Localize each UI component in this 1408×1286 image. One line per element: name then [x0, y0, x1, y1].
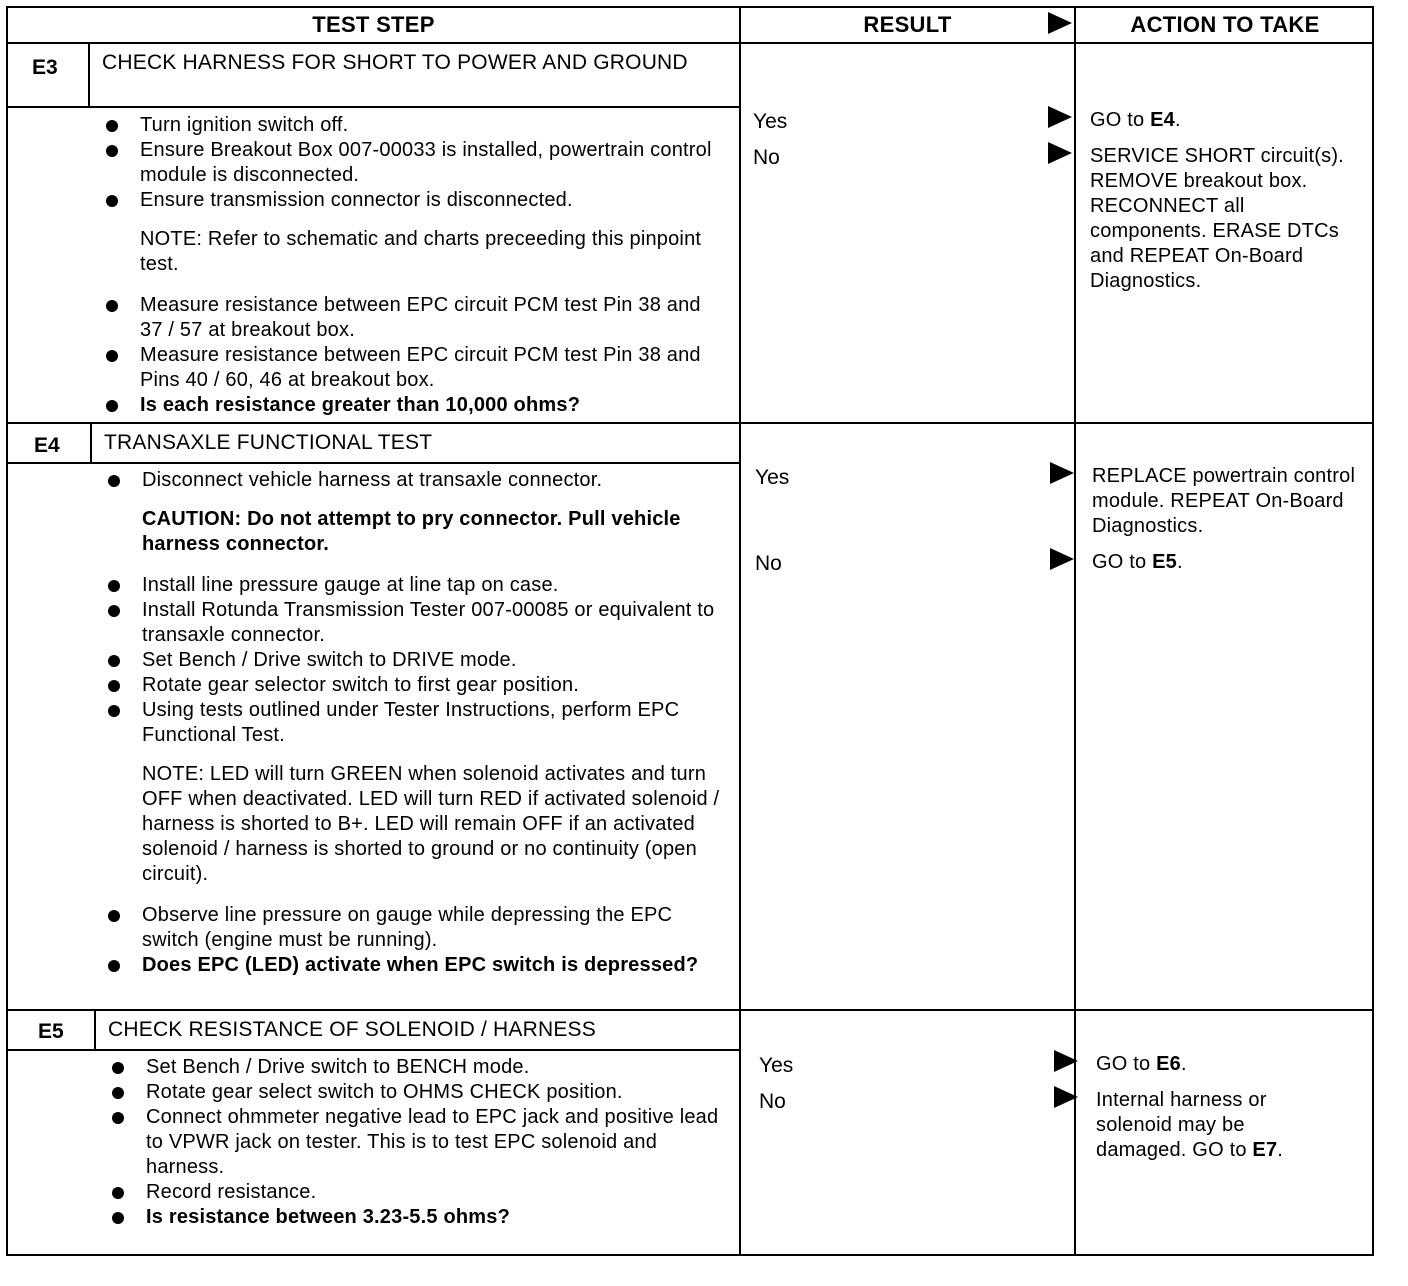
e3-step-list: [140, 113, 720, 418]
step-id-e5: E5: [38, 1020, 64, 1043]
list-item: Install Rotunda Transmission Tester 007-00085 or equivalent to transaxle connector.: [142, 598, 722, 648]
list-item: Observe line pressure on gauge while depressing the EPC switch (engine must be running).: [142, 903, 722, 953]
list-item: Set Bench / Drive switch to BENCH mode.: [146, 1055, 726, 1080]
action-yes-e3: GO to E4.: [1090, 109, 1181, 131]
diagnostic-table: [6, 6, 1374, 1256]
bullet-icon: [106, 120, 118, 132]
bullet-icon: [106, 300, 118, 312]
arrow-icon: [1054, 1086, 1078, 1108]
list-item: Rotate gear select switch to OHMS CHECK position.: [146, 1080, 726, 1105]
list-item: Ensure transmission connector is disconnected.: [140, 188, 720, 213]
list-item: Turn ignition switch off.: [140, 113, 720, 138]
e5-id-divider: [94, 1011, 96, 1051]
list-item: Connect ohmmeter negative lead to EPC jack and positive lead to VPWR jack on tester. This is to test EPC solenoid and harness.: [146, 1105, 726, 1180]
action-yes-e4: REPLACE powertrain control module. REPEAT On-Board Diagnostics.: [1092, 465, 1356, 537]
result-no-e3: No: [753, 146, 780, 169]
e4-id-divider: [90, 424, 92, 464]
column-divider-result: [739, 8, 741, 1254]
bullet-icon: [108, 475, 120, 487]
step-title-e3: CHECK HARNESS FOR SHORT TO POWER AND GROUND: [102, 51, 688, 74]
bullet-icon: [106, 350, 118, 362]
result-yes-e4: Yes: [755, 466, 790, 489]
e4-title-underline: [8, 462, 739, 464]
result-no-e5: No: [759, 1090, 786, 1113]
list-item: Set Bench / Drive switch to DRIVE mode.: [142, 648, 722, 673]
caution: CAUTION: Do not attempt to pry connector. Pull vehicle harness connector.: [142, 508, 681, 555]
e3-id-divider: [88, 44, 90, 108]
arrow-icon: [1050, 462, 1074, 484]
question: Is each resistance greater than 10,000 ohms?: [140, 393, 720, 418]
result-yes-e3: Yes: [753, 110, 788, 133]
note: NOTE: Refer to schematic and charts preceeding this pinpoint test.: [140, 228, 702, 275]
step-id-e3: E3: [32, 56, 58, 79]
section-divider-e5: [8, 1009, 1372, 1011]
bullet-icon: [112, 1087, 124, 1099]
step-title-e5: CHECK RESISTANCE OF SOLENOID / HARNESS: [108, 1018, 596, 1041]
bullet-icon: [108, 680, 120, 692]
bullet-icon: [108, 910, 120, 922]
bullet-icon: [108, 655, 120, 667]
arrow-icon: [1048, 106, 1072, 128]
bullet-icon: [108, 580, 120, 592]
section-divider-e4: [8, 422, 1372, 424]
result-yes-e5: Yes: [759, 1054, 794, 1077]
bullet-icon: [106, 400, 118, 412]
arrow-icon: [1048, 142, 1072, 164]
list-item: Install line pressure gauge at line tap on case.: [142, 573, 722, 598]
action-no-e4: GO to E5.: [1092, 551, 1183, 573]
action-no-e5: Internal harness or solenoid may be damaged. GO to E7.: [1096, 1089, 1284, 1161]
note: NOTE: LED will turn GREEN when solenoid activates and turn OFF when deactivated. LED will turn RED if activated solenoid / harness is shorted to B+. LED will remain OFF if an activated solenoid / harness is shorted to ground or no continuity (open circuit).: [142, 763, 720, 885]
result-no-e4: No: [755, 552, 782, 575]
header-result: RESULT: [863, 12, 952, 37]
bullet-icon: [108, 960, 120, 972]
step-id-e4: E4: [34, 434, 60, 457]
list-item: Measure resistance between EPC circuit PCM test Pin 38 and 37 / 57 at breakout box.: [140, 293, 720, 343]
list-item: Rotate gear selector switch to first gear position.: [142, 673, 722, 698]
list-item: Measure resistance between EPC circuit PCM test Pin 38 and Pins 40 / 60, 46 at breakout box.: [140, 343, 720, 393]
list-item: Using tests outlined under Tester Instructions, perform EPC Functional Test.: [142, 698, 722, 748]
arrow-icon: [1050, 548, 1074, 570]
header-test-step: TEST STEP: [312, 12, 435, 37]
e5-title-underline: [8, 1049, 739, 1051]
header-action: ACTION TO TAKE: [1130, 12, 1320, 37]
e5-step-list: [146, 1055, 726, 1230]
action-yes-e5: GO to E6.: [1096, 1053, 1187, 1075]
header-arrow-icon: [1048, 12, 1072, 34]
bullet-icon: [106, 145, 118, 157]
bullet-icon: [112, 1062, 124, 1074]
bullet-icon: [112, 1112, 124, 1124]
bullet-icon: [108, 705, 120, 717]
bullet-icon: [106, 195, 118, 207]
bullet-icon: [108, 605, 120, 617]
header-divider: [8, 42, 1372, 44]
list-item: Record resistance.: [146, 1180, 726, 1205]
step-title-e4: TRANSAXLE FUNCTIONAL TEST: [104, 431, 433, 454]
question: Does EPC (LED) activate when EPC switch is depressed?: [142, 953, 722, 978]
list-item: Ensure Breakout Box 007-00033 is installed, powertrain control module is disconnected.: [140, 138, 720, 188]
bullet-icon: [112, 1212, 124, 1224]
action-no-e3: SERVICE SHORT circuit(s). REMOVE breakout box. RECONNECT all components. ERASE DTCs and REPEAT On-Board Diagnostics.: [1090, 145, 1344, 292]
bullet-icon: [112, 1187, 124, 1199]
arrow-icon: [1054, 1050, 1078, 1072]
list-item: Disconnect vehicle harness at transaxle connector.: [142, 468, 722, 493]
question: Is resistance between 3.23-5.5 ohms?: [146, 1205, 726, 1230]
e4-step-list: [142, 468, 722, 978]
e3-title-underline: [8, 106, 739, 108]
